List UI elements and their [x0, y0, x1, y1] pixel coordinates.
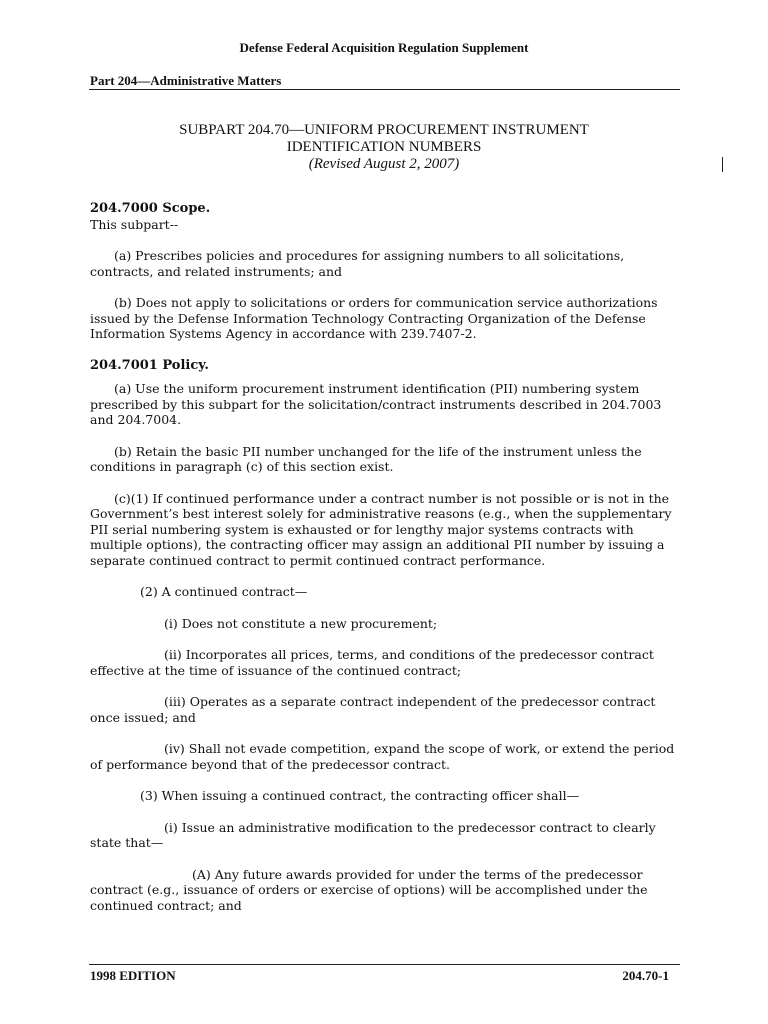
edition-label: 1998 EDITION	[90, 968, 176, 983]
section-heading-policy: 204.7001 Policy.	[90, 357, 209, 373]
policy-paragraph-c2-i: (i) Does not constitute a new procurement;	[164, 615, 438, 631]
document-header-title: Defense Federal Acquisition Regulation Supplement	[239, 40, 529, 55]
policy-paragraph-b: (b) Retain the basic PII number unchanged for the life of the instrument unless the conditions in paragraph (c) of this section exist.	[90, 443, 642, 474]
subpart-title-line-2: IDENTIFICATION NUMBERS	[286, 139, 482, 155]
policy-paragraph-c2-iv: (iv) Shall not evade competition, expand the scope of work, or extend the period of performance beyond that of the predecessor contract.	[90, 741, 675, 772]
policy-paragraph-c3: (3) When issuing a continued contract, the contracting officer shall—	[140, 788, 580, 803]
document-part-title: Part 204—Administrative Matters	[90, 73, 282, 88]
change-bar-marker	[722, 157, 723, 172]
policy-paragraph-c2-iii: (iii) Operates as a separate contract independent of the predecessor contract once issued; and	[90, 694, 656, 725]
scope-intro: This subpart--	[90, 216, 179, 232]
policy-paragraph-c3-i: (i) Issue an administrative modification to the predecessor contract to clearly state that—	[90, 819, 656, 850]
policy-paragraph-c2-ii: (ii) Incorporates all prices, terms, and conditions of the predecessor contract effective at the time of issuance of the continued contract;	[90, 647, 654, 678]
scope-paragraph-a: (a) Prescribes policies and procedures for assigning numbers to all solicitations, contracts, and related instruments; and	[90, 248, 625, 279]
revision-date: (Revised August 2, 2007)	[308, 156, 460, 172]
subpart-title-block	[0, 122, 768, 173]
scope-paragraph-b: (b) Does not apply to solicitations or orders for communication service authorizations issued by the Defense Information Technology Contracting Organization of the Defense Information Systems Agency in accordance with 239.7407-2.	[90, 295, 658, 341]
footer-divider	[89, 964, 680, 965]
section-heading-scope: 204.7000 Scope.	[90, 201, 211, 216]
policy-paragraph-a: (a) Use the uniform procurement instrument identification (PII) numbering system prescribed by this subpart for the solicitation/contract instruments described in 204.7003 and 204.7004.	[90, 381, 662, 427]
header-divider	[89, 89, 680, 90]
document-body	[90, 201, 682, 929]
policy-paragraph-c1: (c)(1) If continued performance under a contract number is not possible or is not in the Government’s best interest solely for administrative reasons (e.g., when the supplementary PII serial numbering system is exhausted or for lengthy major systems contracts with multiple options), the contracting officer may assign an additional PII number by issuing a separate continued contract to permit continued contract performance.	[90, 490, 672, 568]
subpart-title-line-1: SUBPART 204.70—UNIFORM PROCUREMENT INSTRUMENT	[179, 122, 589, 138]
page-number: 204.70-1	[622, 968, 669, 983]
policy-paragraph-c3-i-A: (A) Any future awards provided for under the terms of the predecessor contract (e.g., issuance of orders or exercise of options) will be accomplished under the continued contract; and	[90, 866, 648, 913]
policy-paragraph-c2: (2) A continued contract—	[140, 584, 308, 599]
